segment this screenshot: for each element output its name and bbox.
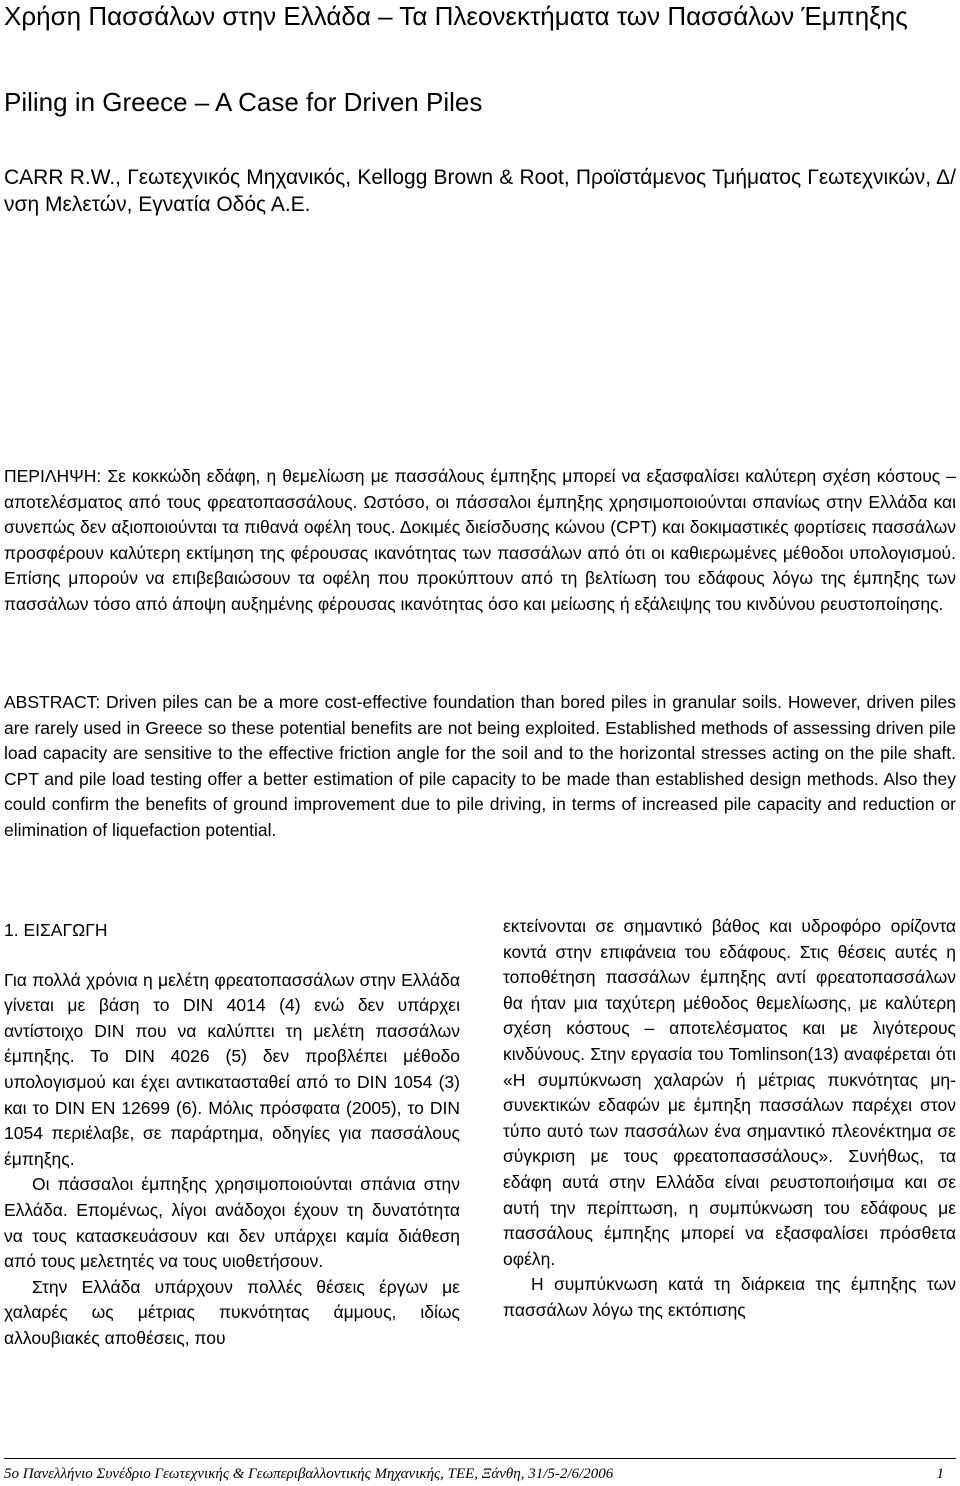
body-paragraph: εκτείνονται σε σημαντικό βάθος και υδροφόρο ορίζοντα κοντά στην επιφάνεια του εδάφους. Στις θέσεις αυτές η τοποθέτηση πασσάλων έμπηξης αντί φρεατοπασσάλων θα ήταν μια ταχύτερη μέθοδος θεμελίωσης, με καλύτερη σχέση κόστους – αποτελέσματος και με λιγότερους κινδύνους. Στην εργασία του Tomlinson(13) αναφέρεται ότι «Η συμπύκνωση χαλαρών ή μέτριας πυκνότητας μη-συνεκτικών εδαφών με έμπηξη πασσάλων παρέχει στον τύπο αυτό των πασσάλων ένα σημαντικό πλεονέκτημα σε σύγκριση με τους φρεατοπασσάλους». Συνήθως, τα εδάφη αυτά στην Ελλάδα είναι ρευστοποιήσιμα και σε αυτή την περίπτωση, η συμπύκνωση του εδάφους με πασσάλους έμπηξης μπορεί να εξασφαλίσει πρόσθετα οφέλη. — [503, 916, 956, 1269]
left-column — [4, 914, 460, 1352]
paper-subtitle: Piling in Greece – A Case for Driven Piles — [4, 87, 483, 117]
body-paragraph: Οι πάσσαλοι έμπηξης χρησιμοποιούνται σπάνια στην Ελλάδα. Επομένως, λίγοι ανάδοχοι έχουν τη δυνατότητα να τους κατασκευάσουν και δεν υπάρχει καμία διάθεση από τους μελετητές να τους υιοθετήσουν. — [4, 1174, 460, 1272]
section-heading: 1. ΕΙΣΑΓΩΓΗ — [4, 920, 108, 940]
page-number: 1 — [936, 1466, 944, 1482]
footer-conference: 5ο Πανελλήνιο Συνέδριο Γεωτεχνικής & Γεωπεριβαλλοντικής Μηχανικής, ΤΕΕ, Ξάνθη, 31/5-2/6/2006 — [4, 1466, 614, 1482]
footer-divider — [4, 1458, 956, 1459]
right-column — [503, 914, 956, 1324]
body-paragraph: Στην Ελλάδα υπάρχουν πολλές θέσεις έργων με χαλαρές ως μέτριας πυκνότητας άμμους, ιδίως αλλουβιακές αποθέσεις, που — [4, 1276, 460, 1348]
abstract-greek: ΠΕΡΙΛΗΨΗ: Σε κοκκώδη εδάφη, η θεμελίωση με πασσάλους έμπηξης μπορεί να εξασφαλίσει καλύτερη σχέση κόστους – αποτελέσματος από τους φρεατοπασσάλους. Ωστόσο, οι πάσσαλοι έμπηξης χρησιμοποιούνται σπανίως στην Ελλάδα και συνεπώς δεν αξιοποιούνται τα πιθανά οφέλη τους. Δοκιμές διείσδυσης κώνου (CPT) και δοκιμαστικές φορτίσεις πασσάλων προσφέρουν καλύτερη εκτίμηση της φέρουσας ικανότητας των πασσάλων από ότι οι καθιερωμένες μέθοδοι υπολογισμού. Επίσης μπορούν να επιβεβαιώσουν τα οφέλη που προκύπτουν από τη βελτίωση του εδάφους λόγω της έμπηξης των πασσάλων τόσο από άποψη αυξημένης φέρουσας ικανότητας όσο και μείωσης ή εξάλειψης του κινδύνου ρευστοποίησης. — [4, 466, 956, 614]
body-paragraph: Για πολλά χρόνια η μελέτη φρεατοπασσάλων στην Ελλάδα γίνεται με βάση το DIN 4014 (4) ενώ δεν υπάρχει αντίστοιχο DIN που να καλύπτει τη μελέτη πασσάλων έμπηξης. Το DIN 4026 (5) δεν προβλέπει μέθοδο υπολογισμού και έχει αντικατασταθεί από το DIN 1054 (3) και το DIN EN 12699 (6). Μόλις πρόσφατα (2005), το DIN 1054 περιέλαβε, σε παράρτημα, οδηγίες για πασσάλους έμπηξης. — [4, 969, 460, 1169]
paper-title: Χρήση Πασσάλων στην Ελλάδα – Τα Πλεονεκτήματα των Πασσάλων Έμπηξης — [4, 1, 908, 31]
abstract-english: ABSTRACT: Driven piles can be a more cost-effective foundation than bored piles in granular soils. However, driven piles are rarely used in Greece so these potential benefits are not being exploited. Established methods of assessing driven pile load capacity are sensitive to the effective friction angle for the soil and to the horizontal stresses acting on the pile shaft. CPT and pile load testing offer a better estimation of pile capacity to be made than established design methods. Also they could confirm the benefits of ground improvement due to pile driving, in terms of increased pile capacity and reduction or elimination of liquefaction potential. — [4, 692, 956, 840]
body-paragraph: Η συμπύκνωση κατά τη διάρκεια της έμπηξης των πασσάλων λόγω της εκτόπισης — [503, 1274, 956, 1320]
author-affiliation: CARR R.W., Γεωτεχνικός Μηχανικός, Kellogg Brown & Root, Προϊστάμενος Τμήματος Γεωτεχνικών, Δ/νση Μελετών, Εγνατία Οδός Α.Ε. — [4, 166, 956, 216]
